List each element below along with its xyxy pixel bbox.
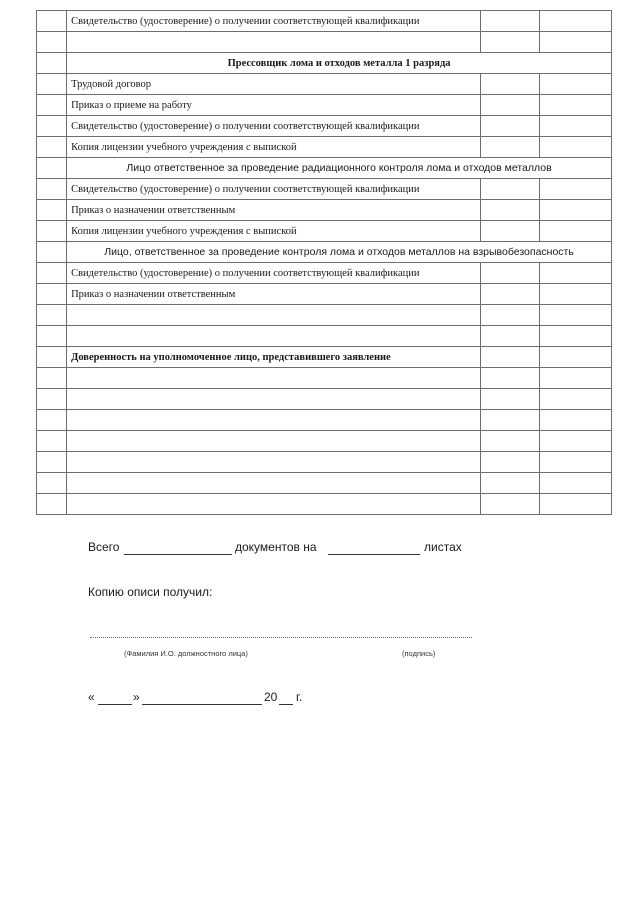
date-day-blank: [98, 690, 132, 705]
section-title: Прессовщик лома и отходов металла 1 разряда: [67, 53, 612, 74]
date-year-prefix: 20: [264, 690, 278, 704]
date-year-blank: [279, 690, 293, 705]
name-caption: (Фамилия И.О. должностного лица): [124, 649, 248, 658]
date-close-quote: »: [133, 690, 140, 704]
copy-received-label: Копию описи получил:: [88, 585, 213, 599]
document-name-cell: Свидетельство (удостоверение) о получении соответствующей квалификации: [67, 179, 481, 200]
document-name-cell: Приказ о приеме на работу: [67, 95, 481, 116]
document-name-cell: Копия лицензии учебного учреждения с выпиской: [67, 137, 481, 158]
signature-caption: (подпись): [402, 649, 436, 658]
total-sheets-blank: [328, 540, 420, 555]
document-name-cell: Свидетельство (удостоверение) о получении соответствующей квалификации: [67, 11, 481, 32]
section-title: Лицо, ответственное за проведение контроля лома и отходов металлов на взрывобезопасность: [67, 242, 612, 263]
date-month-blank: [142, 690, 262, 705]
document-name-cell: Свидетельство (удостоверение) о получении соответствующей квалификации: [67, 263, 481, 284]
section-title: Лицо ответственное за проведение радиационного контроля лома и отходов металлов: [67, 158, 612, 179]
total-documents-blank: [124, 540, 232, 555]
total-middle-text: документов на: [235, 540, 317, 554]
total-prefix: Всего: [88, 540, 120, 554]
document-name-cell: Копия лицензии учебного учреждения с выпиской: [67, 221, 481, 242]
document-name-cell: Приказ о назначении ответственным: [67, 200, 481, 221]
document-name-cell: Свидетельство (удостоверение) о получении соответствующей квалификации: [67, 116, 481, 137]
signature-line: [90, 637, 472, 638]
total-suffix: листах: [424, 540, 462, 554]
document-name-cell: Доверенность на уполномоченное лицо, представившего заявление: [67, 347, 481, 368]
date-open-quote: «: [88, 690, 95, 704]
document-name-cell: Приказ о назначении ответственным: [67, 284, 481, 305]
document-name-cell: Трудовой договор: [67, 74, 481, 95]
date-suffix: г.: [296, 690, 303, 704]
